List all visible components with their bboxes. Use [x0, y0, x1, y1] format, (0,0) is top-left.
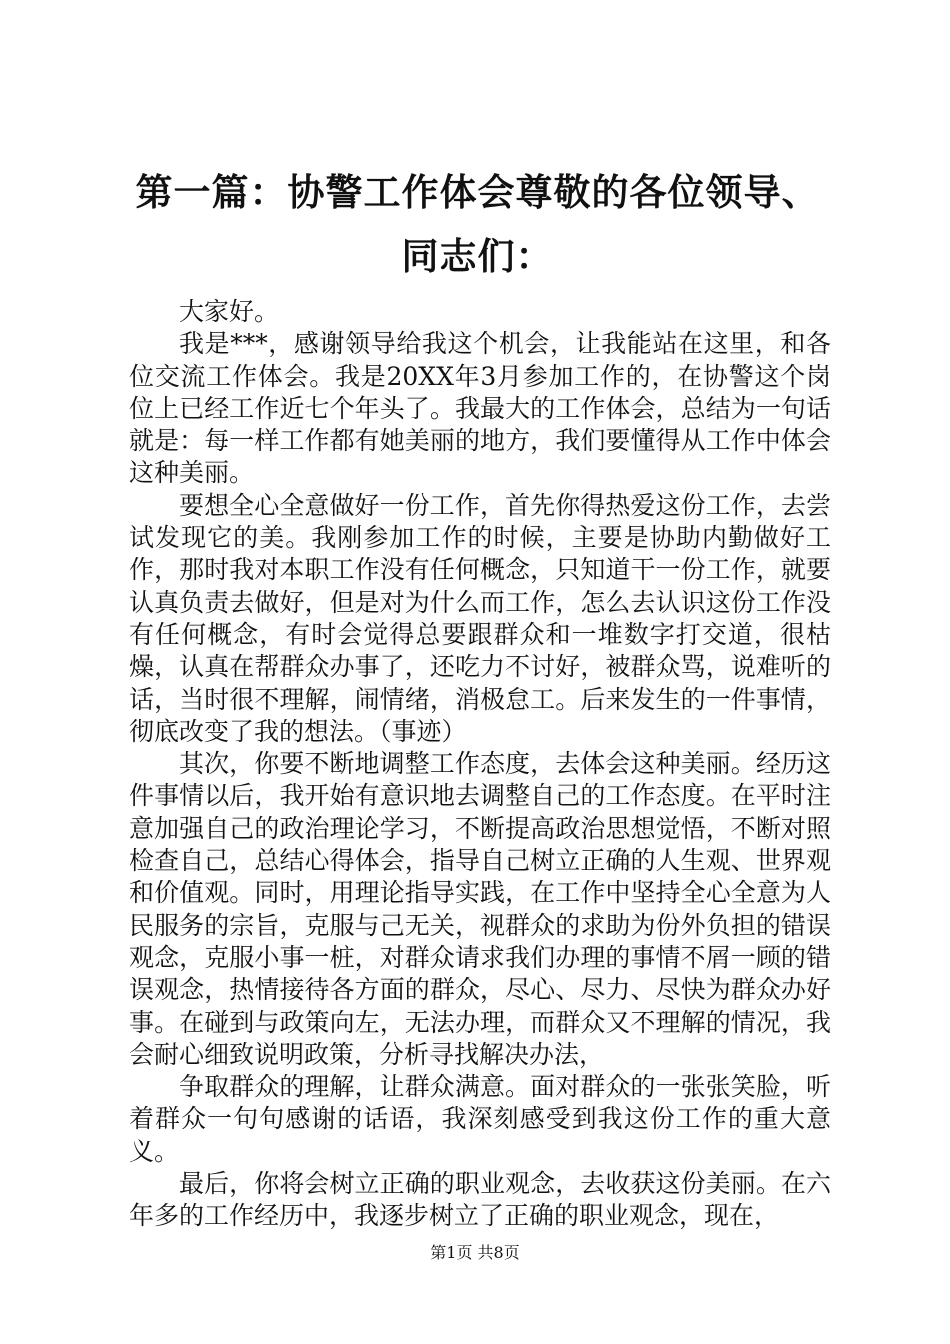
paragraph-second-point-continued: 争取群众的理解，让群众满意。面对群众的一张张笑脸，听着群众一句句感谢的话语，我深刻感受到我这份工作的重大意义。	[129, 1072, 831, 1166]
paragraph-greeting: 大家好。	[179, 297, 280, 326]
document-title: 第一篇：协警工作体会尊敬的各位领导、同志们：	[135, 170, 820, 278]
document-body	[129, 296, 831, 1233]
paragraph-introduction: 我是***，感谢领导给我这个机会，让我能站在这里，和各位交流工作体会。我是20XX年3月参加工作的，在协警这个岗位上已经工作近七个年头了。我最大的工作体会，总结为一句话就是：每一样工作都有她美丽的地方，我们要懂得从工作中体会这种美丽。	[129, 329, 831, 488]
paragraph-first-point: 要想全心全意做好一份工作，首先你得热爱这份工作，去尝试发现它的美。我刚参加工作的时候，主要是协助内勤做好工作，那时我对本职工作没有任何概念，只知道干一份工作，就要认真负责去做好，但是对为什么而工作，怎么去认识这份工作没有任何概念，有时会觉得总要跟群众和一堆数字打交道，很枯燥，认真在帮群众办事了，还吃力不讨好，被群众骂，说难听的话，当时很不理解，闹情绪，消极怠工。后来发生的一件事情，彻底改变了我的想法。（事迹）	[129, 490, 831, 746]
paragraph-second-point: 其次，你要不断地调整工作态度，去体会这种美丽。经历这件事情以后，我开始有意识地去调整自己的工作态度。在平时注意加强自己的政治理论学习，不断提高政治思想觉悟，不断对照检查自己，总结心得体会，指导自己树立正确的人生观、世界观和价值观。同时，用理论指导实践，在工作中坚持全心全意为人民服务的宗旨，克服与己无关，视群众的求助为份外负担的错误观念，克服小事一桩，对群众请求我们办理的事情不屑一顾的错误观念，热情接待各方面的群众，尽心、尽力、尽快为群众办好事。在碰到与政策向左，无法办理，而群众又不理解的情况，我会耐心细致说明政策，分析寻找解决办法，	[129, 749, 831, 1069]
paragraph-final-point: 最后，你将会树立正确的职业观念，去收获这份美丽。在六年多的工作经历中，我逐步树立了正确的职业观念，现在，	[129, 1169, 831, 1231]
page-number-footer: 第1页 共8页	[430, 1243, 520, 1262]
